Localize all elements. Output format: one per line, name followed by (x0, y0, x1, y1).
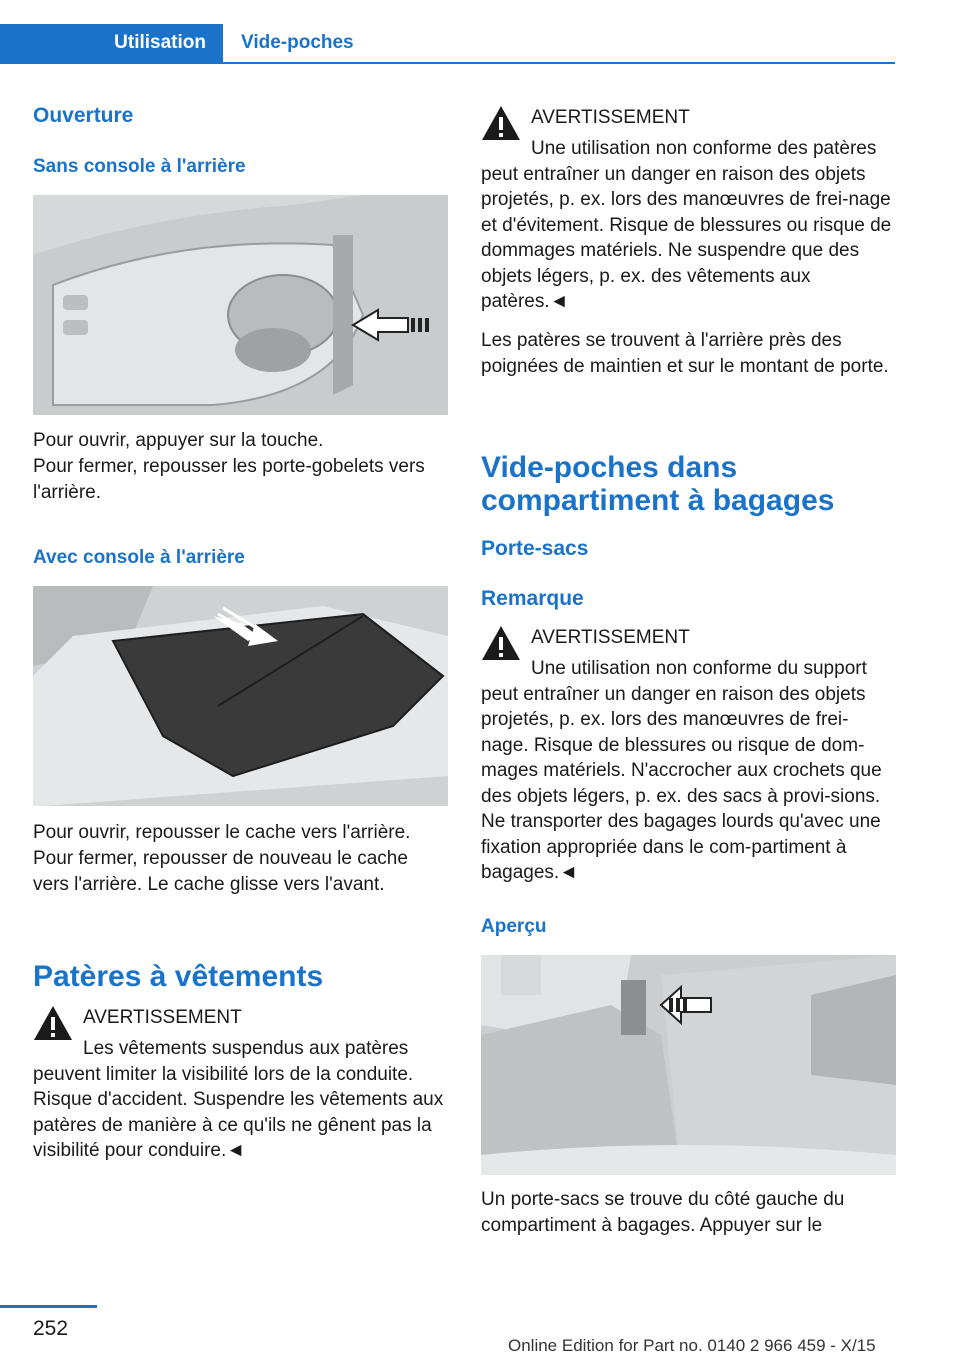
warning-text (481, 136, 896, 315)
warning-text-first-line: Les vêtements suspendus aux patères (83, 1038, 409, 1059)
console-photo (33, 586, 448, 806)
text-porte-sacs: Un porte-sacs se trouve du côté gauche du compartiment à bagages. Appuyer sur le (481, 1189, 845, 1236)
warning-pateres-visibility (33, 1005, 448, 1161)
trunk-photo (481, 955, 896, 1175)
warning-text-first-line: Une utilisation non conforme du support (531, 658, 867, 679)
page-number: 252 (33, 1317, 69, 1340)
heading-vide-poches-bagages: Vide-poches dans compartiment à bagages (481, 451, 835, 517)
warning-text-rest: peut entraîner un danger en raison des objets projetés, p. ex. lors des manœuvres de frei-nage. Risque de blessures ou risque de dom-mages matériels. N'accrocher aux crochets que des objets légers, p. ex. des sacs à provi-sions. Ne transporter des bagages lourds qu'avec une fixation appropriée dans le com-partiment à bagages.◄ (481, 683, 882, 883)
text-fermer-2: Pour fermer, repousser de nouveau le cache vers l'arrière. Le cache glisse vers l'avant. (33, 848, 408, 895)
text-pateres-location: Les patères se trouvent à l'arrière près des poignées de maintien et sur le montant de porte. (481, 330, 889, 377)
header-tab-bar (0, 24, 895, 64)
warning-text-rest: peut entraîner un danger en raison des objets projetés, p. ex. lors des manœuvres de frei-nage et d'évitement. Risque de blessures ou risque de dommages matériels. Ne suspendre que des objets légers, p. ex. des vêtements aux patères.◄ (481, 163, 892, 312)
heading-avec-console: Avec console à l'arrière (33, 547, 245, 568)
heading-apercu: Aperçu (481, 916, 547, 937)
warning-pateres-usage (481, 105, 896, 312)
text-ouvrir-2: Pour ouvrir, repousser le cache vers l'arrière. (33, 822, 411, 843)
heading-ouverture: Ouverture (33, 104, 134, 127)
warning-text (33, 1036, 448, 1164)
cupholder-photo (33, 195, 448, 415)
heading-pateres: Patères à vêtements (33, 960, 324, 993)
text-ouvrir-1: Pour ouvrir, appuyer sur la touche. (33, 430, 324, 451)
footer-edition: Online Edition for Part no. 0140 2 966 459 - X/15 (508, 1336, 876, 1355)
heading-porte-sacs: Porte-sacs (481, 537, 589, 560)
heading-sans-console: Sans console à l'arrière (33, 156, 246, 177)
warning-text-rest: peuvent limiter la visibilité lors de la conduite. Risque d'accident. Suspendre les vêtements aux patères de manière à ce qu'ils ne gênent pas la visibilité pour conduire.◄ (33, 1063, 444, 1161)
tab-utilisation[interactable]: Utilisation (0, 24, 223, 62)
warning-title: AVERTISSEMENT (531, 107, 690, 128)
text-fermer-1: Pour fermer, repousser les porte-gobelets vers l'arrière. (33, 456, 425, 503)
footer-rule (0, 1305, 97, 1308)
warning-text-first-line: Une utilisation non conforme des patères (531, 138, 877, 159)
warning-title: AVERTISSEMENT (83, 1007, 242, 1028)
warning-title: AVERTISSEMENT (531, 627, 690, 648)
warning-porte-sacs (481, 625, 896, 885)
tab-vide-poches[interactable]: Vide-poches (241, 32, 354, 53)
warning-text (481, 656, 896, 886)
heading-remarque: Remarque (481, 587, 584, 610)
